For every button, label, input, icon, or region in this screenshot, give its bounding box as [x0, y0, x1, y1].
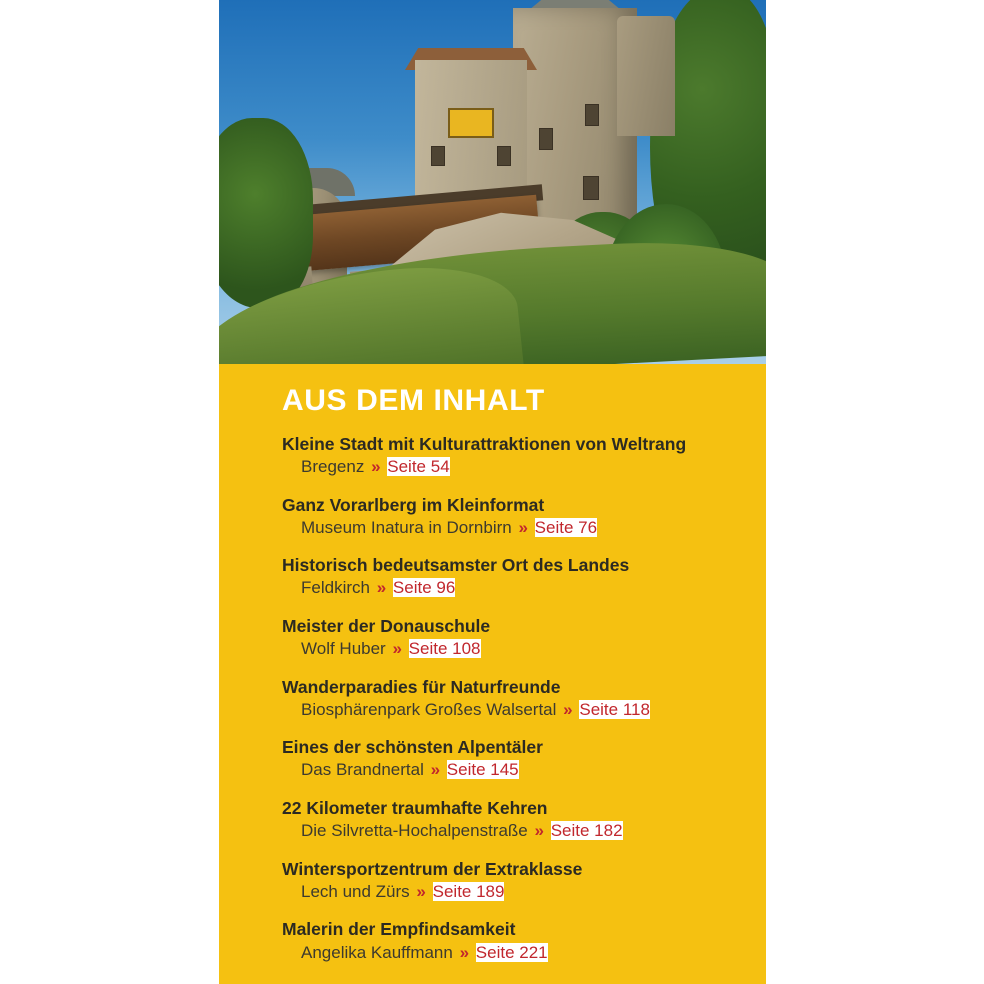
entry-page[interactable]: Seite 76	[534, 517, 598, 537]
list-item	[255, 737, 732, 780]
list-item	[255, 859, 732, 902]
chevron-right-icon: »	[392, 639, 402, 659]
entry-subject: Bregenz	[301, 457, 365, 477]
entry-subject: Lech und Zürs	[301, 881, 410, 901]
chevron-right-icon: »	[563, 699, 573, 719]
castle-photo	[219, 0, 766, 364]
page-title: AUS DEM INHALT	[282, 384, 545, 417]
list-item	[255, 919, 732, 962]
chevron-right-icon: »	[416, 881, 426, 901]
list-item	[255, 434, 732, 477]
entry-subline	[301, 518, 732, 538]
window	[539, 128, 553, 150]
content-card	[219, 0, 766, 984]
entry-title: Wanderparadies für Naturfreunde	[282, 676, 561, 697]
list-item	[255, 798, 732, 841]
entry-subject: Museum Inatura in Dornbirn	[301, 517, 512, 537]
entry-subline	[301, 700, 732, 720]
list-item	[255, 677, 732, 720]
entry-page[interactable]: Seite 145	[446, 760, 519, 780]
entry-subline	[301, 882, 732, 902]
list-item	[255, 495, 732, 538]
chevron-right-icon: »	[371, 457, 381, 477]
chevron-right-icon: »	[376, 578, 387, 598]
entry-page[interactable]: Seite 118	[579, 699, 650, 719]
entry-page[interactable]: Seite 189	[432, 881, 505, 901]
entry-subline	[301, 457, 732, 477]
entry-subject: Wolf Huber	[301, 639, 386, 659]
entry-page[interactable]: Seite 221	[475, 942, 548, 962]
tree-left-icon	[219, 118, 313, 308]
entry-subject: Feldkirch	[301, 578, 370, 598]
chevron-right-icon: »	[518, 517, 528, 537]
entry-subline	[301, 943, 732, 963]
entry-subject: Das Brandnertal	[301, 760, 424, 780]
window	[431, 146, 445, 166]
entry-title: 22 Kilometer traumhafte Kehren	[282, 798, 548, 819]
chevron-right-icon: »	[430, 760, 441, 780]
entry-title: Eines der schönsten Alpentäler	[282, 737, 543, 758]
entry-page[interactable]: Seite 96	[392, 578, 456, 598]
entry-page[interactable]: Seite 54	[387, 457, 450, 477]
entry-title: Malerin der Empfindsamkeit	[282, 919, 516, 940]
entry-page[interactable]: Seite 108	[408, 639, 481, 659]
list-item	[255, 616, 732, 659]
chevron-right-icon: »	[534, 821, 544, 841]
entry-subject: Die Silvretta-Hochalpenstraße	[301, 821, 528, 841]
entry-title: Kleine Stadt mit Kulturattraktionen von Weltrang	[282, 434, 687, 454]
entry-subject: Biosphärenpark Großes Walsertal	[301, 699, 557, 719]
entry-subline	[301, 760, 732, 780]
entry-subline	[301, 639, 732, 659]
list-item	[255, 555, 732, 598]
entry-subline	[301, 821, 732, 841]
entry-subline	[301, 578, 732, 598]
entry-title: Historisch bedeutsamster Ort des Landes	[282, 555, 630, 576]
painted-sign	[448, 108, 494, 138]
entry-title: Meister der Donauschule	[282, 616, 491, 637]
entry-page[interactable]: Seite 182	[550, 821, 623, 841]
entry-title: Wintersportzentrum der Extraklasse	[282, 858, 583, 879]
contents-panel	[219, 364, 766, 984]
window	[585, 104, 599, 126]
window	[497, 146, 511, 166]
entry-subject: Angelika Kauffmann	[301, 942, 453, 962]
chevron-right-icon: »	[459, 942, 470, 962]
window	[583, 176, 599, 200]
entry-title: Ganz Vorarlberg im Kleinformat	[282, 494, 545, 515]
castle-turret	[617, 16, 675, 136]
